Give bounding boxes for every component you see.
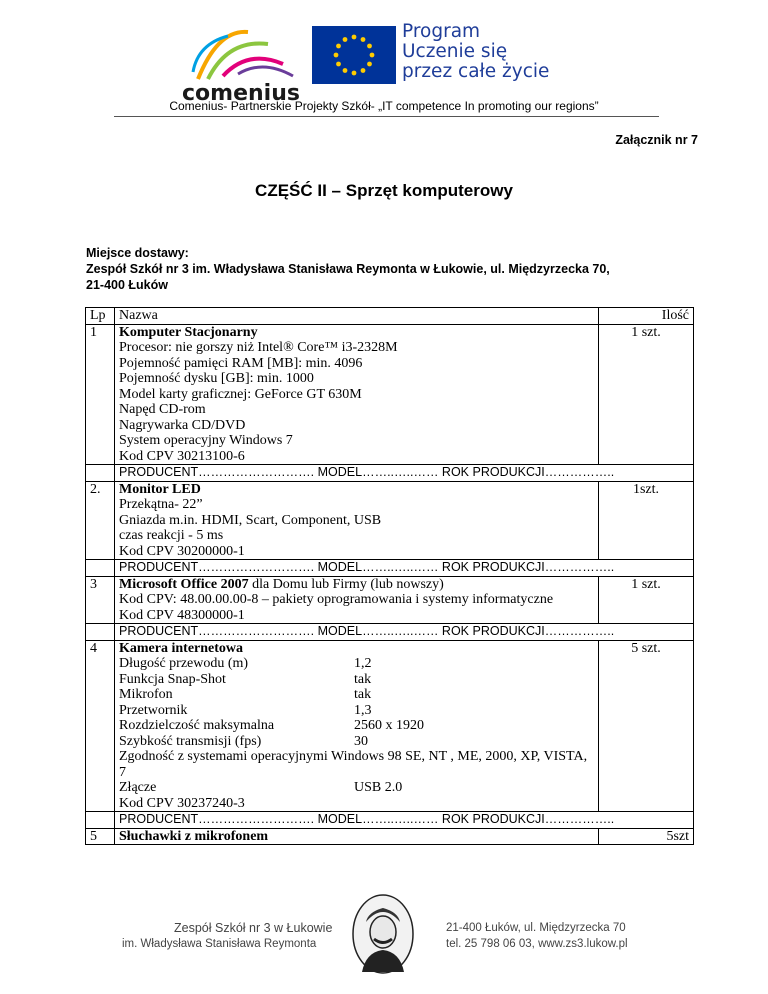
item-title: Microsoft Office 2007 — [119, 576, 249, 592]
item-title-suffix: dla Domu lub Firmy (lub nowszy) — [248, 576, 444, 592]
item-title: Komputer Stacjonarny — [119, 324, 258, 340]
table-row — [86, 640, 694, 812]
table-row — [86, 324, 694, 465]
reymont-portrait-icon — [352, 894, 414, 974]
comenius-logo — [178, 24, 304, 104]
spec-pair — [119, 780, 594, 796]
item-spec-line: Pojemność dysku [GB]: min. 1000 — [119, 371, 314, 386]
item-description — [115, 481, 599, 560]
spec-pair — [119, 718, 594, 734]
item-spec-line: System operacyjny Windows 7 — [119, 433, 293, 448]
spec-pair — [119, 672, 594, 688]
spec-key: Szybkość transmisji (fps) — [119, 733, 262, 749]
spec-value: 30 — [354, 733, 368, 749]
item-spec-line: Przekątna- 22” — [119, 497, 203, 512]
item-spec-line: Kod CPV: 48.00.00.00-8 – pakiety oprogramowania i systemy informatyczne — [119, 592, 554, 607]
item-spec-line: Kod CPV 30237240-3 — [119, 795, 245, 811]
spec-key: Rozdzielczość maksymalna — [119, 718, 275, 733]
header-name: Nazwa — [115, 308, 599, 325]
annex-label: Załącznik nr 7 — [615, 133, 698, 147]
table-row — [86, 576, 694, 624]
spec-key: Mikrofon — [119, 687, 173, 702]
spec-value: 1,2 — [354, 656, 372, 671]
footer-school-patron: im. Władysława Stanisława Reymonta — [122, 938, 317, 950]
spec-value: 2560 x 1920 — [354, 718, 424, 733]
header-lp: Lp — [86, 308, 115, 325]
header-qty: Ilość — [599, 308, 694, 325]
footer-contact: tel. 25 798 06 03, www.zs3.lukow.pl — [446, 938, 628, 950]
program-line-2: Uczenie się — [402, 41, 508, 62]
item-title-line — [119, 577, 594, 593]
item-spec-line: Zgodność z systemami operacyjnymi Windows 98 SE, NT , ME, 2000, XP, VISTA, 7 — [119, 749, 588, 780]
delivery-address-line-2: 21-400 Łuków — [86, 278, 168, 292]
item-lp: 1 — [86, 324, 115, 465]
item-spec-line: Model karty graficznej: GeForce GT 630M — [119, 386, 362, 402]
item-spec-line: Kod CPV 30200000-1 — [119, 543, 245, 559]
program-line-3: przez całe życie — [402, 61, 550, 82]
producer-model-year-line: PRODUCENT………………………. MODEL……..…..…… ROK PRODUKCJI…………….. — [115, 812, 694, 829]
item-spec-line: czas reakcji - 5 ms — [119, 528, 224, 543]
item-qty: 5 szt. — [599, 640, 694, 812]
item-description — [115, 324, 599, 465]
header-subtitle: Comenius- Partnerskie Projekty Szkół- „IT competence In promoting our regions” — [169, 99, 599, 113]
item-title: Kamera internetowa — [119, 640, 244, 656]
spec-key: Długość przewodu (m) — [119, 656, 249, 671]
header-divider — [114, 116, 659, 117]
eu-flag-icon — [312, 26, 396, 84]
producer-model-year-line: PRODUCENT………………………. MODEL……..…..…… ROK PRODUKCJI…………….. — [115, 624, 694, 641]
producer-row — [86, 465, 694, 482]
spec-pair — [119, 687, 594, 703]
item-spec-line: Napęd CD-rom — [119, 402, 206, 417]
item-lp: 4 — [86, 640, 115, 812]
producer-model-year-line: PRODUCENT………………………. MODEL……..…..…… ROK PRODUKCJI…………….. — [115, 465, 694, 482]
spec-key: Przetwornik — [119, 702, 188, 718]
item-spec-line: Kod CPV 30213100-6 — [119, 448, 245, 464]
spec-value: tak — [354, 687, 372, 702]
item-title: Słuchawki z mikrofonem — [115, 828, 599, 845]
table-row — [86, 828, 694, 845]
item-title: Monitor LED — [119, 481, 201, 497]
equipment-table — [85, 307, 694, 845]
item-spec-line: Pojemność pamięci RAM [MB]: min. 4096 — [119, 355, 363, 371]
program-line-1: Program — [402, 21, 481, 42]
producer-row — [86, 624, 694, 641]
footer-school-name: Zespół Szkół nr 3 w Łukowie — [174, 921, 333, 935]
item-spec-line: Gniazda m.in. HDMI, Scart, Component, USB — [119, 512, 382, 528]
item-description — [115, 576, 599, 624]
producer-row — [86, 812, 694, 829]
item-spec-line: Procesor: nie gorszy niż Intel® Core™ i3-2328M — [119, 340, 398, 355]
item-spec-line: Kod CPV 48300000-1 — [119, 607, 245, 623]
item-lp: 5 — [86, 828, 115, 845]
spec-pair — [119, 656, 594, 672]
spec-pair — [119, 703, 594, 719]
spec-pair — [119, 734, 594, 750]
delivery-address-line-1: Zespół Szkół nr 3 im. Władysława Stanisława Reymonta w Łukowie, ul. Międzyrzecka 70, — [86, 262, 610, 276]
spec-value: tak — [354, 671, 372, 687]
footer-address: 21-400 Łuków, ul. Międzyrzecka 70 — [446, 922, 626, 934]
item-lp: 2. — [86, 481, 115, 560]
item-qty: 5szt — [599, 828, 694, 845]
item-qty: 1 szt. — [599, 576, 694, 624]
item-description — [115, 640, 599, 812]
item-qty: 1 szt. — [599, 324, 694, 465]
table-row — [86, 481, 694, 560]
producer-row — [86, 560, 694, 577]
comenius-logo-text: comenius — [182, 81, 300, 104]
spec-value: 1,3 — [354, 702, 372, 718]
spec-value: USB 2.0 — [354, 780, 403, 795]
delivery-label: Miejsce dostawy: — [86, 246, 189, 260]
spec-key: Funkcja Snap-Shot — [119, 671, 226, 687]
table-header-row — [86, 308, 694, 325]
item-lp: 3 — [86, 576, 115, 624]
spec-key: Złącze — [119, 780, 157, 795]
producer-model-year-line: PRODUCENT………………………. MODEL……..…..…… ROK PRODUKCJI…………….. — [115, 560, 694, 577]
item-qty: 1szt. — [599, 481, 694, 560]
page-title: CZĘŚĆ II – Sprzęt komputerowy — [255, 181, 513, 200]
item-spec-line: Nagrywarka CD/DVD — [119, 417, 246, 433]
